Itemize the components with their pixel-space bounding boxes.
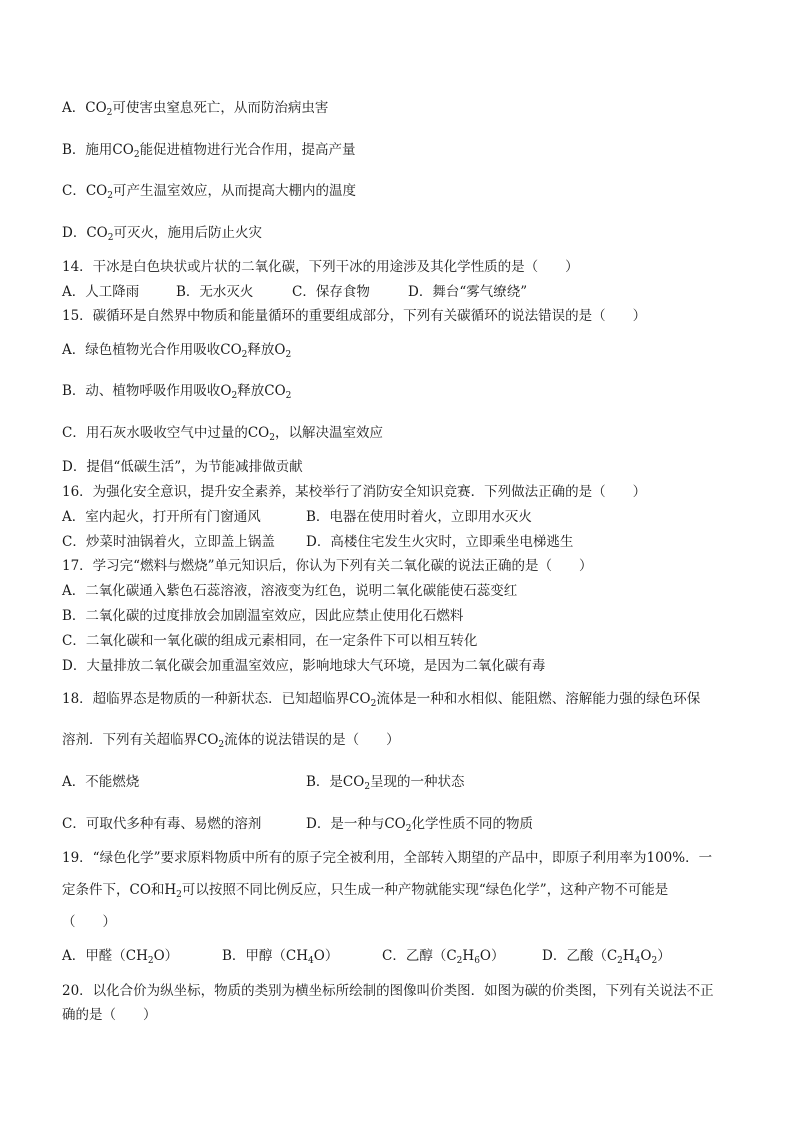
q17-option-c: C．二氧化碳和一氧化碳的组成元素相同，在一定条件下可以相互转化 — [62, 633, 478, 649]
q19-option-c: C．乙醇$(C_2H_6O)$ — [382, 948, 505, 966]
q17-stem: 17．学习完“燃料与燃烧”单元知识后，你认为下列有关二氧化碳的说法正确的是（ ） — [62, 558, 593, 574]
q16-option-c: C．炒菜时油锅着火，立即盖上锅盖 — [62, 534, 275, 550]
q16-option-b: B．电器在使用时着火，立即用水灭火 — [306, 509, 532, 525]
q17-option-d: D．大量排放二氧化碳会加重温室效应，影响地球大气环境，是因为二氧化碳有毒 — [62, 658, 546, 674]
q13-option-a: A．$CO_2$可使害虫窒息死亡，从而防治病虫害 — [62, 100, 329, 118]
q16-option-d: D．高楼住宅发生火灾时，立即乘坐电梯逃生 — [306, 534, 574, 550]
q18-option-b: B．是$CO_2$呈现的一种状态 — [306, 774, 465, 792]
q14-option-a: A．人工降雨 — [62, 284, 140, 300]
q18-option-c: C．可取代多种有毒、易燃的溶剂 — [62, 816, 262, 832]
q16-option-a: A．室内起火，打开所有门窗通风 — [62, 509, 261, 525]
q18-option-d: D．是一种与$CO_2$化学性质不同的物质 — [306, 816, 533, 834]
q14-stem: 14．干冰是白色块状或片状的二氧化碳，下列干冰的用途涉及其化学性质的是（ ） — [62, 259, 579, 275]
q20-stem-line1: 20．以化合价为纵坐标，物质的类别为横坐标所绘制的图像叫价类图．如图为碳的价类图，下列有关说法不正 — [62, 983, 714, 999]
q14-option-c: C．保存食物 — [292, 284, 370, 300]
q13-option-c: C．$CO_2$可产生温室效应，从而提高大棚内的温度 — [62, 183, 356, 201]
q19-option-d: D．乙酸$(C_2H_4O_2)$ — [542, 948, 671, 966]
q14-option-d: D．舞台“雾气缭绕” — [408, 284, 528, 300]
q19-stem-line3: （ ） — [62, 914, 116, 930]
q15-option-d: D．提倡“低碳生活”，为节能减排做贡献 — [62, 459, 303, 475]
q17-option-b: B．二氧化碳的过度排放会加剧温室效应，因此应禁止使用化石燃料 — [62, 608, 464, 624]
q15-option-b: B．动、植物呼吸作用吸收$O_2$释放$CO_2$ — [62, 383, 292, 401]
q15-option-c: C．用石灰水吸收空气中过量的$CO_2$，以解决温室效应 — [62, 425, 383, 443]
q19-option-a: A．甲醛$(CH_2O)$ — [62, 948, 179, 966]
q19-option-b: B．甲醇$(CH_4O)$ — [222, 948, 339, 966]
q15-stem: 15．碳循环是自然界中物质和能量循环的重要组成部分，下列有关碳循环的说法错误的是（ ） — [62, 308, 647, 324]
q19-stem-line1: 19．“绿色化学”要求原料物质中所有的原子完全被利用，全部转入期望的产品中，即原子利用率为100%．一 — [62, 850, 713, 866]
q18-option-a: A．不能燃烧 — [62, 774, 140, 790]
q16-stem: 16．为强化安全意识，提升安全素养，某校举行了消防安全知识竞赛．下列做法正确的是（ ） — [62, 484, 647, 500]
q13-option-b: B．施用$CO_2$能促进植物进行光合作用，提高产量 — [62, 142, 356, 160]
q18-stem-line1: 18．超临界态是物质的一种新状态．已知超临界$CO_2$流体是一种和水相似、能阻燃、溶解能力强的绿色环保 — [62, 691, 701, 709]
q15-option-a: A．绿色植物光合作用吸收$CO_2$释放$O_2$ — [62, 342, 292, 360]
q17-option-a: A．二氧化碳通入紫色石蕊溶液，溶液变为红色，说明二氧化碳能使石蕊变红 — [62, 583, 518, 599]
q18-stem-line2: 溶剂．下列有关超临界$CO_2$流体的说法错误的是（ ） — [62, 732, 400, 750]
q20-stem-line2: 确的是（ ） — [62, 1007, 157, 1023]
q14-option-b: B．无水灭火 — [176, 284, 254, 300]
q13-option-d: D．$CO_2$可灭火，施用后防止火灾 — [62, 225, 262, 243]
q19-stem-line2: 定条件下，CO和$H_2$可以按照不同比例反应，只生成一种产物就能实现“绿色化学”，这种产物不可能是 — [62, 882, 669, 900]
